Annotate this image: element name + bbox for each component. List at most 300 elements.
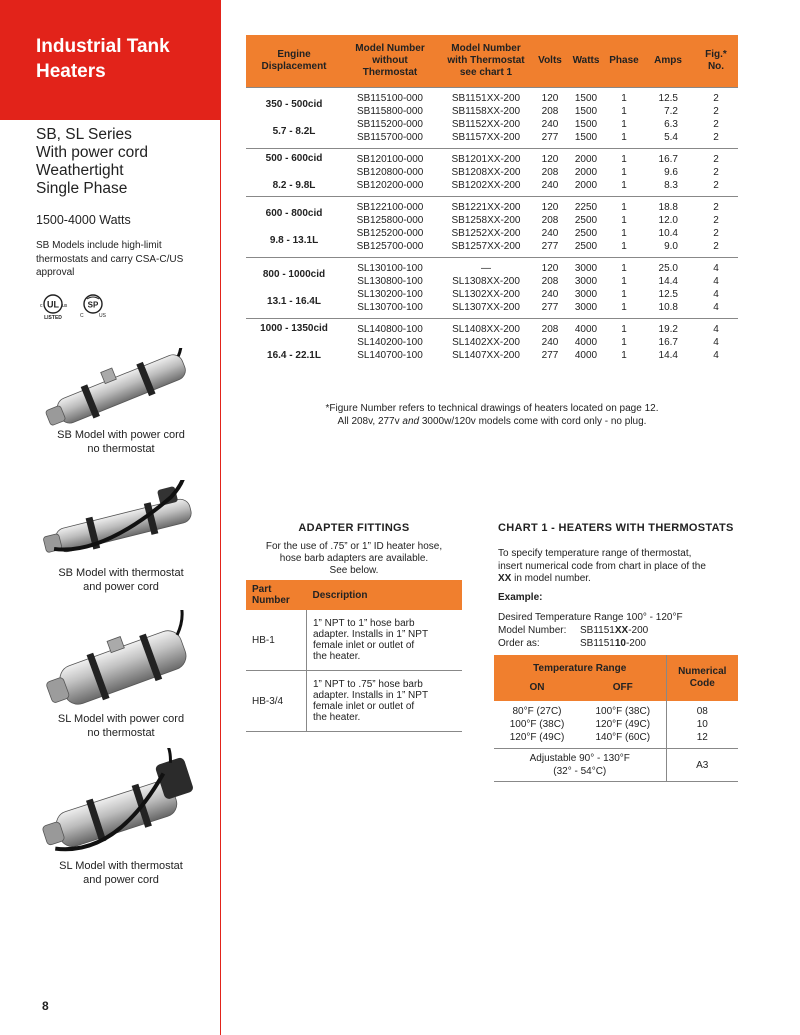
watts-value: 3000	[574, 302, 598, 313]
chart1-title: CHART 1 - HEATERS WITH THERMOSTATS	[498, 522, 734, 534]
amps-cell	[642, 197, 694, 258]
displacement-liters: 13.1 - 16.4L	[267, 295, 321, 307]
spec-table-header	[246, 35, 738, 88]
amps-value: 8.3	[664, 180, 678, 191]
header-phase: Phase	[606, 35, 642, 88]
volts-value: 240	[541, 289, 559, 300]
fig-no-value: 4	[713, 289, 719, 300]
header-line: without	[372, 55, 408, 66]
fig-no-cell	[694, 149, 738, 197]
fig-no-value: 4	[713, 324, 719, 335]
volts-cell	[534, 319, 566, 367]
intro-line: insert numerical code from chart in place of the	[498, 560, 706, 572]
fig-no-value: 2	[713, 228, 719, 239]
amps-value: 25.0	[658, 263, 678, 274]
intro-line: See below.	[329, 565, 379, 576]
watts-value: 2500	[574, 215, 598, 226]
title-underline	[0, 118, 220, 120]
engine-displacement-cell	[246, 319, 342, 367]
fig-no-value: 2	[713, 132, 719, 143]
displacement-liters: 8.2 - 9.8L	[272, 180, 316, 191]
table-row	[246, 671, 462, 732]
desired-range: Desired Temperature Range 100° - 120°F	[498, 612, 683, 623]
temp-range-rows	[494, 701, 738, 749]
watts-cell	[566, 88, 606, 149]
model-without-thermostat-cell	[342, 149, 438, 197]
phase-value: 1	[621, 93, 627, 104]
phase-value: 1	[621, 215, 627, 226]
phase-value: 1	[621, 302, 627, 313]
phase-value: 1	[621, 289, 627, 300]
volts-value: 277	[541, 302, 559, 313]
phase-value: 1	[621, 132, 627, 143]
fig-no-value: 4	[713, 350, 719, 361]
off-temp: 140°F (60C)	[595, 732, 651, 743]
spec-footnote	[246, 402, 738, 428]
page-title	[36, 34, 211, 84]
fig-no-value: 2	[713, 154, 719, 165]
header-temperature-range: Temperature Range	[494, 655, 666, 679]
fig-no-value: 2	[713, 93, 719, 104]
header-line: Numerical	[678, 666, 727, 677]
model-without-thermostat-value: SB115800-000	[357, 106, 423, 117]
amps-value: 16.7	[658, 337, 678, 348]
sl-heater-with-thermostat-image	[32, 748, 210, 858]
displacement-cid: 600 - 800cid	[265, 207, 323, 219]
model-without-thermostat-value: SL140200-100	[357, 337, 423, 348]
amps-cell	[642, 149, 694, 197]
model-bold: XX	[614, 625, 629, 636]
description-cell	[307, 671, 463, 732]
fig-no-value: 2	[713, 215, 719, 226]
adapter-intro	[246, 541, 462, 577]
watts-value: 1500	[574, 132, 598, 143]
product-caption-3	[26, 712, 216, 740]
volts-value: 208	[541, 276, 559, 287]
footnote-text: 3000w/120v models come with cord only - no plug.	[419, 416, 647, 427]
displacement-cid: 800 - 1000cid	[262, 268, 326, 280]
watts-cell	[566, 319, 606, 367]
header-part-number	[246, 580, 307, 610]
product-caption-1	[26, 428, 216, 456]
caption-line: and power cord	[83, 874, 159, 886]
volts-value: 240	[541, 228, 559, 239]
amps-value: 6.3	[664, 119, 678, 130]
phase-value: 1	[621, 350, 627, 361]
series-line: Single Phase	[36, 180, 128, 197]
model-without-thermostat-value: SB125700-000	[356, 241, 424, 252]
watts-value: 3000	[574, 276, 598, 287]
numerical-code: 12	[696, 732, 708, 743]
phase-value: 1	[621, 276, 627, 287]
model-with-thermostat-value: SL1407XX-200	[452, 350, 520, 361]
caption-line: no thermostat	[87, 443, 155, 455]
ul-mark-text: UL	[47, 299, 59, 310]
ul-us-text: us	[62, 303, 68, 309]
header-line: Model Number	[451, 43, 521, 54]
phase-cell	[606, 197, 642, 258]
csa-us-text: US	[99, 313, 106, 319]
model-with-thermostat-value: SB1208XX-200	[451, 167, 521, 178]
caption-line: SB Model with thermostat	[58, 567, 184, 579]
volts-cell	[534, 149, 566, 197]
model-with-thermostat-value: SB1152XX-200	[451, 119, 521, 130]
spacer	[246, 282, 342, 295]
model-with-thermostat-value: SB1221XX-200	[451, 202, 521, 213]
page-title-line-2: Heaters	[36, 61, 106, 82]
engine-displacement-cell	[246, 258, 342, 319]
watts-cell	[566, 197, 606, 258]
spacer	[246, 112, 342, 125]
phase-value: 1	[621, 119, 627, 130]
codes-cell	[666, 701, 738, 749]
series-line: SB, SL Series	[36, 126, 132, 143]
ul-listed-text: LISTED	[44, 315, 62, 321]
fig-no-cell	[694, 88, 738, 149]
watts-value: 3000	[574, 263, 598, 274]
sidebar-divider	[220, 0, 221, 1035]
fig-no-cell	[694, 319, 738, 367]
adjustable-row	[494, 749, 738, 782]
amps-cell	[642, 319, 694, 367]
model-with-thermostat-value: SL1402XX-200	[452, 337, 520, 348]
csa-mark-text: SP	[87, 300, 99, 310]
off-temp: 100°F (38C)	[595, 706, 651, 717]
volts-value: 120	[541, 154, 559, 165]
model-without-thermostat-value: SB122100-000	[356, 202, 424, 213]
adjustable-range-cell	[494, 749, 666, 782]
numerical-code: 08	[696, 706, 708, 717]
model-with-thermostat-cell	[438, 197, 534, 258]
watts-value: 1500	[574, 106, 598, 117]
phase-value: 1	[621, 263, 627, 274]
csa-c-text: C	[80, 313, 84, 319]
on-temp: 120°F (49C)	[509, 732, 565, 743]
fig-no-value: 4	[713, 263, 719, 274]
volts-value: 208	[541, 167, 559, 178]
header-line: Model Number	[355, 43, 425, 54]
phase-cell	[606, 258, 642, 319]
part-number-cell: HB-1	[246, 610, 307, 671]
model-with-thermostat-value: SL1308XX-200	[452, 276, 520, 287]
watts-value: 2000	[574, 167, 598, 178]
amps-value: 18.8	[658, 202, 678, 213]
fig-no-cell	[694, 258, 738, 319]
table-row	[246, 149, 738, 197]
ul-c-text: c	[40, 303, 43, 309]
adjustable-line: Adjustable 90° - 130°F	[529, 753, 630, 764]
model-with-thermostat-value: SB1202XX-200	[451, 180, 521, 191]
table-row	[246, 610, 462, 671]
header-description: Description	[307, 580, 463, 610]
volts-value: 277	[541, 350, 559, 361]
volts-value: 120	[541, 93, 559, 104]
phase-cell	[606, 88, 642, 149]
model-part: SB1151	[580, 625, 615, 636]
volts-value: 277	[541, 132, 559, 143]
product-caption-2	[26, 566, 216, 594]
caption-line: SL Model with power cord	[57, 713, 185, 725]
fig-no-value: 2	[713, 106, 719, 117]
page-number: 8	[42, 999, 49, 1013]
model-with-thermostat-value: SB1157XX-200	[451, 132, 521, 143]
header-model-without-thermostat	[342, 35, 438, 88]
description-cell	[307, 610, 463, 671]
table-row	[246, 258, 738, 319]
sl-heater-no-thermostat-image	[36, 610, 206, 710]
chart1-intro	[498, 548, 738, 586]
model-without-thermostat-value: SB115100-000	[357, 93, 423, 104]
amps-value: 14.4	[658, 350, 678, 361]
header-model-with-thermostat	[438, 35, 534, 88]
fig-no-value: 2	[713, 202, 719, 213]
phase-value: 1	[621, 241, 627, 252]
adapter-fittings-title: ADAPTER FITTINGS	[298, 522, 410, 534]
model-with-thermostat-value: SB1158XX-200	[451, 106, 521, 117]
fig-no-value: 4	[713, 276, 719, 287]
displacement-cid: 350 - 500cid	[265, 98, 323, 110]
volts-value: 208	[541, 215, 559, 226]
displacement-cid: 1000 - 1350cid	[260, 323, 328, 334]
phase-value: 1	[621, 180, 627, 191]
order-part: -200	[625, 638, 646, 649]
amps-cell	[642, 258, 694, 319]
desc-line: adapter. Installs in 1” NPT	[313, 629, 429, 640]
amps-value: 9.0	[664, 241, 678, 252]
watts-value: 4000	[574, 324, 598, 335]
header-line: with Thermostat	[447, 55, 525, 66]
phase-value: 1	[621, 154, 627, 165]
model-without-thermostat-value: SB115200-000	[357, 119, 423, 130]
amps-value: 10.4	[658, 228, 678, 239]
intro-bold: XX	[498, 573, 512, 584]
volts-value: 208	[541, 106, 559, 117]
amps-value: 12.0	[658, 215, 678, 226]
amps-value: 12.5	[658, 289, 678, 300]
desc-line: 1” NPT to 1” hose barb	[313, 618, 415, 629]
adjustable-line: (32° - 54°C)	[553, 766, 607, 777]
order-label: Order as:	[498, 638, 540, 649]
example-order-line	[498, 637, 738, 650]
header-line: Thermostat	[362, 67, 418, 78]
watts-value: 3000	[574, 289, 598, 300]
intro-line: hose barb adapters are available.	[279, 553, 429, 564]
model-without-thermostat-value: SL130200-100	[357, 289, 423, 300]
watts-value: 2500	[574, 228, 598, 239]
sb-heater-no-thermostat-image	[36, 348, 206, 428]
phase-cell	[606, 319, 642, 367]
volts-value: 277	[541, 241, 559, 252]
footnote-text: All 208v, 277v	[337, 416, 403, 427]
order-part: SB1151	[580, 638, 615, 649]
fig-no-value: 4	[713, 337, 719, 348]
sb-heater-with-thermostat-image	[36, 480, 206, 562]
volts-value: 120	[541, 202, 559, 213]
header-line: Engine	[277, 49, 311, 60]
spacer	[246, 221, 342, 234]
temp-table-header	[494, 655, 738, 679]
amps-value: 19.2	[658, 324, 678, 335]
heater-spec-table	[246, 35, 738, 366]
adjustable-code-cell: A3	[666, 749, 738, 782]
engine-displacement-cell	[246, 197, 342, 258]
model-without-thermostat-value: SL140800-100	[357, 324, 423, 335]
volts-value: 120	[541, 263, 559, 274]
model-with-thermostat-value: SB1252XX-200	[451, 228, 521, 239]
model-without-thermostat-value: SB120100-000	[356, 154, 424, 165]
amps-value: 9.6	[664, 167, 678, 178]
ul-listed-icon	[38, 293, 68, 321]
header-line: Part	[252, 584, 272, 595]
model-with-thermostat-cell	[438, 88, 534, 149]
footnote-line: *Figure Number refers to technical drawings of heaters located on page 12.	[325, 403, 659, 414]
table-row	[246, 197, 738, 258]
fig-no-value: 2	[713, 180, 719, 191]
volts-cell	[534, 88, 566, 149]
model-with-thermostat-value: SB1257XX-200	[451, 241, 521, 252]
watts-cell	[566, 258, 606, 319]
header-on: ON	[494, 679, 580, 701]
header-engine-displacement	[246, 35, 342, 88]
caption-line: no thermostat	[87, 727, 155, 739]
amps-value: 10.8	[658, 302, 678, 313]
phase-value: 1	[621, 228, 627, 239]
footnote-line	[246, 415, 738, 428]
model-with-thermostat-cell	[438, 149, 534, 197]
header-line: No.	[707, 61, 725, 72]
watts-value: 2000	[574, 180, 598, 191]
amps-value: 5.4	[664, 132, 678, 143]
fig-no-value: 2	[713, 241, 719, 252]
header-line: Displacement	[261, 61, 327, 72]
caption-line: and power cord	[83, 581, 159, 593]
csa-cert-icon	[78, 293, 108, 321]
watts-value: 1500	[574, 93, 598, 104]
spacer	[246, 336, 342, 349]
series-heading	[36, 126, 216, 198]
volts-value: 240	[541, 180, 559, 191]
header-line: Code	[689, 678, 715, 689]
numerical-code: 10	[696, 719, 708, 730]
header-line: see chart 1	[459, 67, 513, 78]
model-with-thermostat-value: SB1201XX-200	[451, 154, 521, 165]
header-numerical-code	[666, 655, 738, 701]
spacer	[246, 166, 342, 179]
model-without-thermostat-value: SB115700-000	[357, 132, 423, 143]
volts-value: 240	[541, 337, 559, 348]
phase-value: 1	[621, 167, 627, 178]
model-with-thermostat-value: —	[481, 263, 491, 274]
series-line: With power cord	[36, 144, 148, 161]
table-row	[246, 319, 738, 367]
example-model-line	[498, 624, 738, 637]
phase-value: 1	[621, 337, 627, 348]
intro-line	[498, 573, 738, 586]
title-banner	[0, 0, 220, 118]
model-without-thermostat-cell	[342, 88, 438, 149]
model-without-thermostat-value: SL140700-100	[357, 350, 423, 361]
table-row	[246, 88, 738, 149]
phase-cell	[606, 149, 642, 197]
sidebar	[0, 0, 220, 1035]
off-temp: 120°F (49C)	[595, 719, 651, 730]
model-with-thermostat-cell	[438, 319, 534, 367]
series-line: Weathertight	[36, 162, 124, 179]
desc-line: 1” NPT to .75” hose barb	[313, 679, 423, 690]
intro-line: To specify temperature range of thermostat,	[498, 548, 692, 559]
desc-line: female inlet or outlet of	[313, 640, 415, 651]
model-with-thermostat-cell	[438, 258, 534, 319]
caption-line: SB Model with power cord	[57, 429, 185, 441]
fig-no-value: 2	[713, 119, 719, 130]
order-bold: 10	[614, 638, 626, 649]
intro-text: in model number.	[511, 573, 591, 584]
header-off: OFF	[580, 679, 666, 701]
volts-value: 208	[541, 324, 559, 335]
desc-line: female inlet or outlet of	[313, 701, 415, 712]
amps-value: 7.2	[664, 106, 678, 117]
watts-value: 1500	[574, 119, 598, 130]
header-fig-no	[694, 35, 738, 88]
model-part: -200	[628, 625, 649, 636]
sb-approval-note: SB Models include high-limit thermostats and carry CSA-C/US approval	[36, 240, 184, 278]
watts-value: 2250	[574, 202, 598, 213]
amps-cell	[642, 88, 694, 149]
product-caption-4	[26, 859, 216, 887]
amps-value: 14.4	[658, 276, 678, 287]
part-number-cell: HB-3/4	[246, 671, 307, 732]
model-without-thermostat-value: SB125200-000	[356, 228, 424, 239]
watts-value: 4000	[574, 350, 598, 361]
off-temps-cell	[580, 701, 666, 749]
header-watts: Watts	[566, 35, 606, 88]
displacement-cid: 500 - 600cid	[265, 153, 323, 164]
intro-line: For the use of .75” or 1” ID heater hose,	[265, 541, 443, 552]
model-with-thermostat-value: SL1302XX-200	[452, 289, 520, 300]
caption-line: SL Model with thermostat	[59, 860, 183, 872]
fig-no-value: 2	[713, 167, 719, 178]
page-title-line-1: Industrial Tank	[36, 36, 170, 57]
model-with-thermostat-value: SB1151XX-200	[451, 93, 521, 104]
desc-line: the heater.	[313, 712, 361, 723]
thermostat-code-table	[494, 655, 738, 782]
desc-line: adapter. Installs in 1” NPT	[313, 690, 429, 701]
model-without-thermostat-cell	[342, 197, 438, 258]
watts-cell	[566, 149, 606, 197]
model-without-thermostat-value: SL130700-100	[357, 302, 423, 313]
desc-line: the heater.	[313, 651, 361, 662]
on-temp: 100°F (38C)	[509, 719, 565, 730]
phase-value: 1	[621, 202, 627, 213]
model-label: Model Number:	[498, 625, 567, 636]
spec-table-body	[246, 88, 738, 367]
displacement-liters: 9.8 - 13.1L	[269, 234, 319, 246]
volts-cell	[534, 197, 566, 258]
displacement-liters: 16.4 - 22.1L	[267, 350, 321, 361]
fig-no-cell	[694, 197, 738, 258]
model-without-thermostat-value: SL130800-100	[357, 276, 423, 287]
model-without-thermostat-value: SB120200-000	[356, 180, 424, 191]
fig-no-value: 4	[713, 302, 719, 313]
example-block	[498, 611, 738, 650]
on-temp: 80°F (27C)	[512, 706, 562, 717]
phase-value: 1	[621, 324, 627, 335]
model-without-thermostat-cell	[342, 319, 438, 367]
volts-cell	[534, 258, 566, 319]
wattage-range: 1500-4000 Watts	[36, 213, 131, 227]
amps-value: 16.7	[658, 154, 678, 165]
watts-value: 2000	[574, 154, 598, 165]
